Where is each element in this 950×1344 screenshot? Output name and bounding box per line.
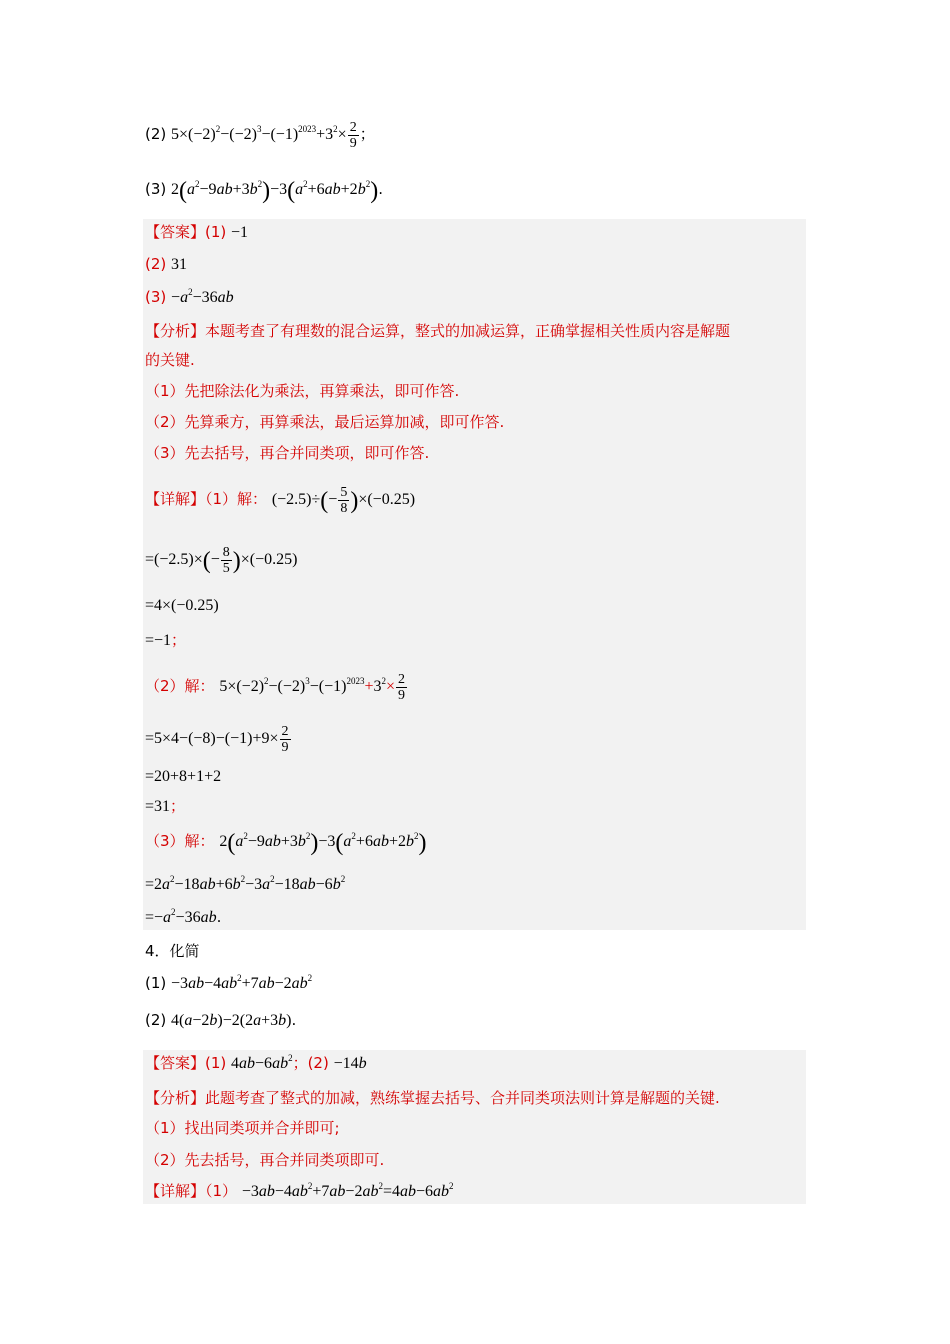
a3-answer-1 xyxy=(145,221,248,244)
a3-step-2: （2）先算乘方，再算乘法，最后运算加减，即可作答. xyxy=(145,413,505,431)
a4-step-2: （2）先去括号，再合并同类项即可. xyxy=(145,1151,385,1169)
answer-tag: 【答案】(1) xyxy=(145,223,227,241)
q3-part2-label: (2) xyxy=(145,125,167,144)
a3-analysis-line-2: 的关键. xyxy=(145,351,195,369)
sol1-step-c: =−1； xyxy=(145,631,187,649)
q3-part3-expression: $2(a^2-9ab+3b^2)-3(a^2+6ab+2b^2)$ xyxy=(171,178,379,204)
q4-part2: (2) 4(a−2b)−2(2a+3b). xyxy=(145,1011,297,1029)
answer-value-1: −1 xyxy=(231,224,249,241)
a3-step-3: （3）先去括号，再合并同类项，即可作答. xyxy=(145,444,430,462)
sol2-step-c: =31； xyxy=(145,797,186,815)
sol1-step-b: =4×(−0.25) xyxy=(145,597,219,614)
q4-title: 4．化简 xyxy=(145,942,200,960)
a3-step-1: （1）先把除法化为乘法，再算乘法，即可作答. xyxy=(145,382,460,400)
sol2-step-a: =5×4−(−8)−(−1)+9× $\frac{2}{9}$ xyxy=(145,724,289,755)
a3-detail-3 xyxy=(145,830,426,854)
sol2-label: （2）解： xyxy=(145,677,215,696)
q3-part3: (3) $2(a^2-9ab+3b^2)-3(a^2+6ab+2b^2)$. xyxy=(145,178,383,204)
sol1-step-a: =(−2.5)×(− $\frac{8}{5}$ )×(−0.25) xyxy=(145,545,298,576)
q4-part1-expression: $-3ab-4ab^2+7ab-2ab^2$ xyxy=(171,973,313,992)
answer-value-3: $-a^2-36ab$ xyxy=(171,287,234,306)
a3-detail-1 xyxy=(145,485,415,516)
sol3-expression: $2(a^2-9ab+3b^2)-3(a^2+6ab+2b^2)$ xyxy=(219,830,427,856)
a3-analysis-line-1: 【分析】本题考查了有理数的混合运算，整式的加减运算，正确掌握相关性质内容是解题 xyxy=(145,322,731,340)
a4-answer: 【答案】(1) $4ab-6ab^2$；(2) −14b xyxy=(145,1053,367,1072)
answer-tag-q4: 【答案】(1) xyxy=(145,1054,227,1072)
analysis-tag: 【分析】 xyxy=(145,322,206,340)
a4-analysis: 【分析】此题考查了整式的加减，熟练掌握去括号、合并同类项法则计算是解题的关键. xyxy=(145,1089,720,1107)
analysis-tag-q4: 【分析】 xyxy=(145,1089,206,1107)
q3-part2-expression: $5\times(-2)^2-(-2)^3-(-1)^{2023}+3^2\times$ $\frac{2}{9}$ xyxy=(171,120,357,151)
sol2-expression: $5\times(-2)^2-(-2)^3-(-1)^{2023}+3^2\times$ $\frac{2}{9}$ xyxy=(219,672,405,703)
sol3-step-a: $=2a^2-18ab+6b^2-3a^2-18ab-6b^2$ xyxy=(145,874,346,893)
q4-part2-expression: 4(a−2b)−2(2a+3b) xyxy=(171,1012,292,1029)
a4-step-1: （1）找出同类项并合并即可; xyxy=(145,1119,340,1137)
detail-tag: 【详解】（1）解： xyxy=(145,490,268,509)
q3-part2: (2) $5\times(-2)^2-(-2)^3-(-1)^{2023}+3^2\times$ $\frac{2}{9}$ ； xyxy=(145,120,375,151)
sol2-step-b: =20+8+1+2 xyxy=(145,768,222,785)
a3-answer-2: (2) 31 xyxy=(145,255,188,273)
answer-value-2: 31 xyxy=(171,256,188,273)
sol3-step-b: $=-a^2-36ab$. xyxy=(145,907,222,926)
sol3-label: （3）解： xyxy=(145,832,215,850)
q3-part3-label: (3) xyxy=(145,180,167,198)
q4-part1: $(1) -3ab-4ab^2+7ab-2ab^2$ xyxy=(145,973,313,992)
a4-detail-1: 【详解】$(1) -3ab-4ab^2+7ab-2ab^2=4ab-6ab^2$ xyxy=(145,1181,454,1200)
sol1-expression: (−2.5)÷(− $\frac{5}{8}$ )×(−0.25) xyxy=(271,485,416,516)
a3-answer-3: $(3) -a^2-36ab$ xyxy=(145,287,234,306)
a3-detail-2 xyxy=(145,672,408,703)
detail-tag-q4: 【详解】（1） xyxy=(145,1182,238,1200)
